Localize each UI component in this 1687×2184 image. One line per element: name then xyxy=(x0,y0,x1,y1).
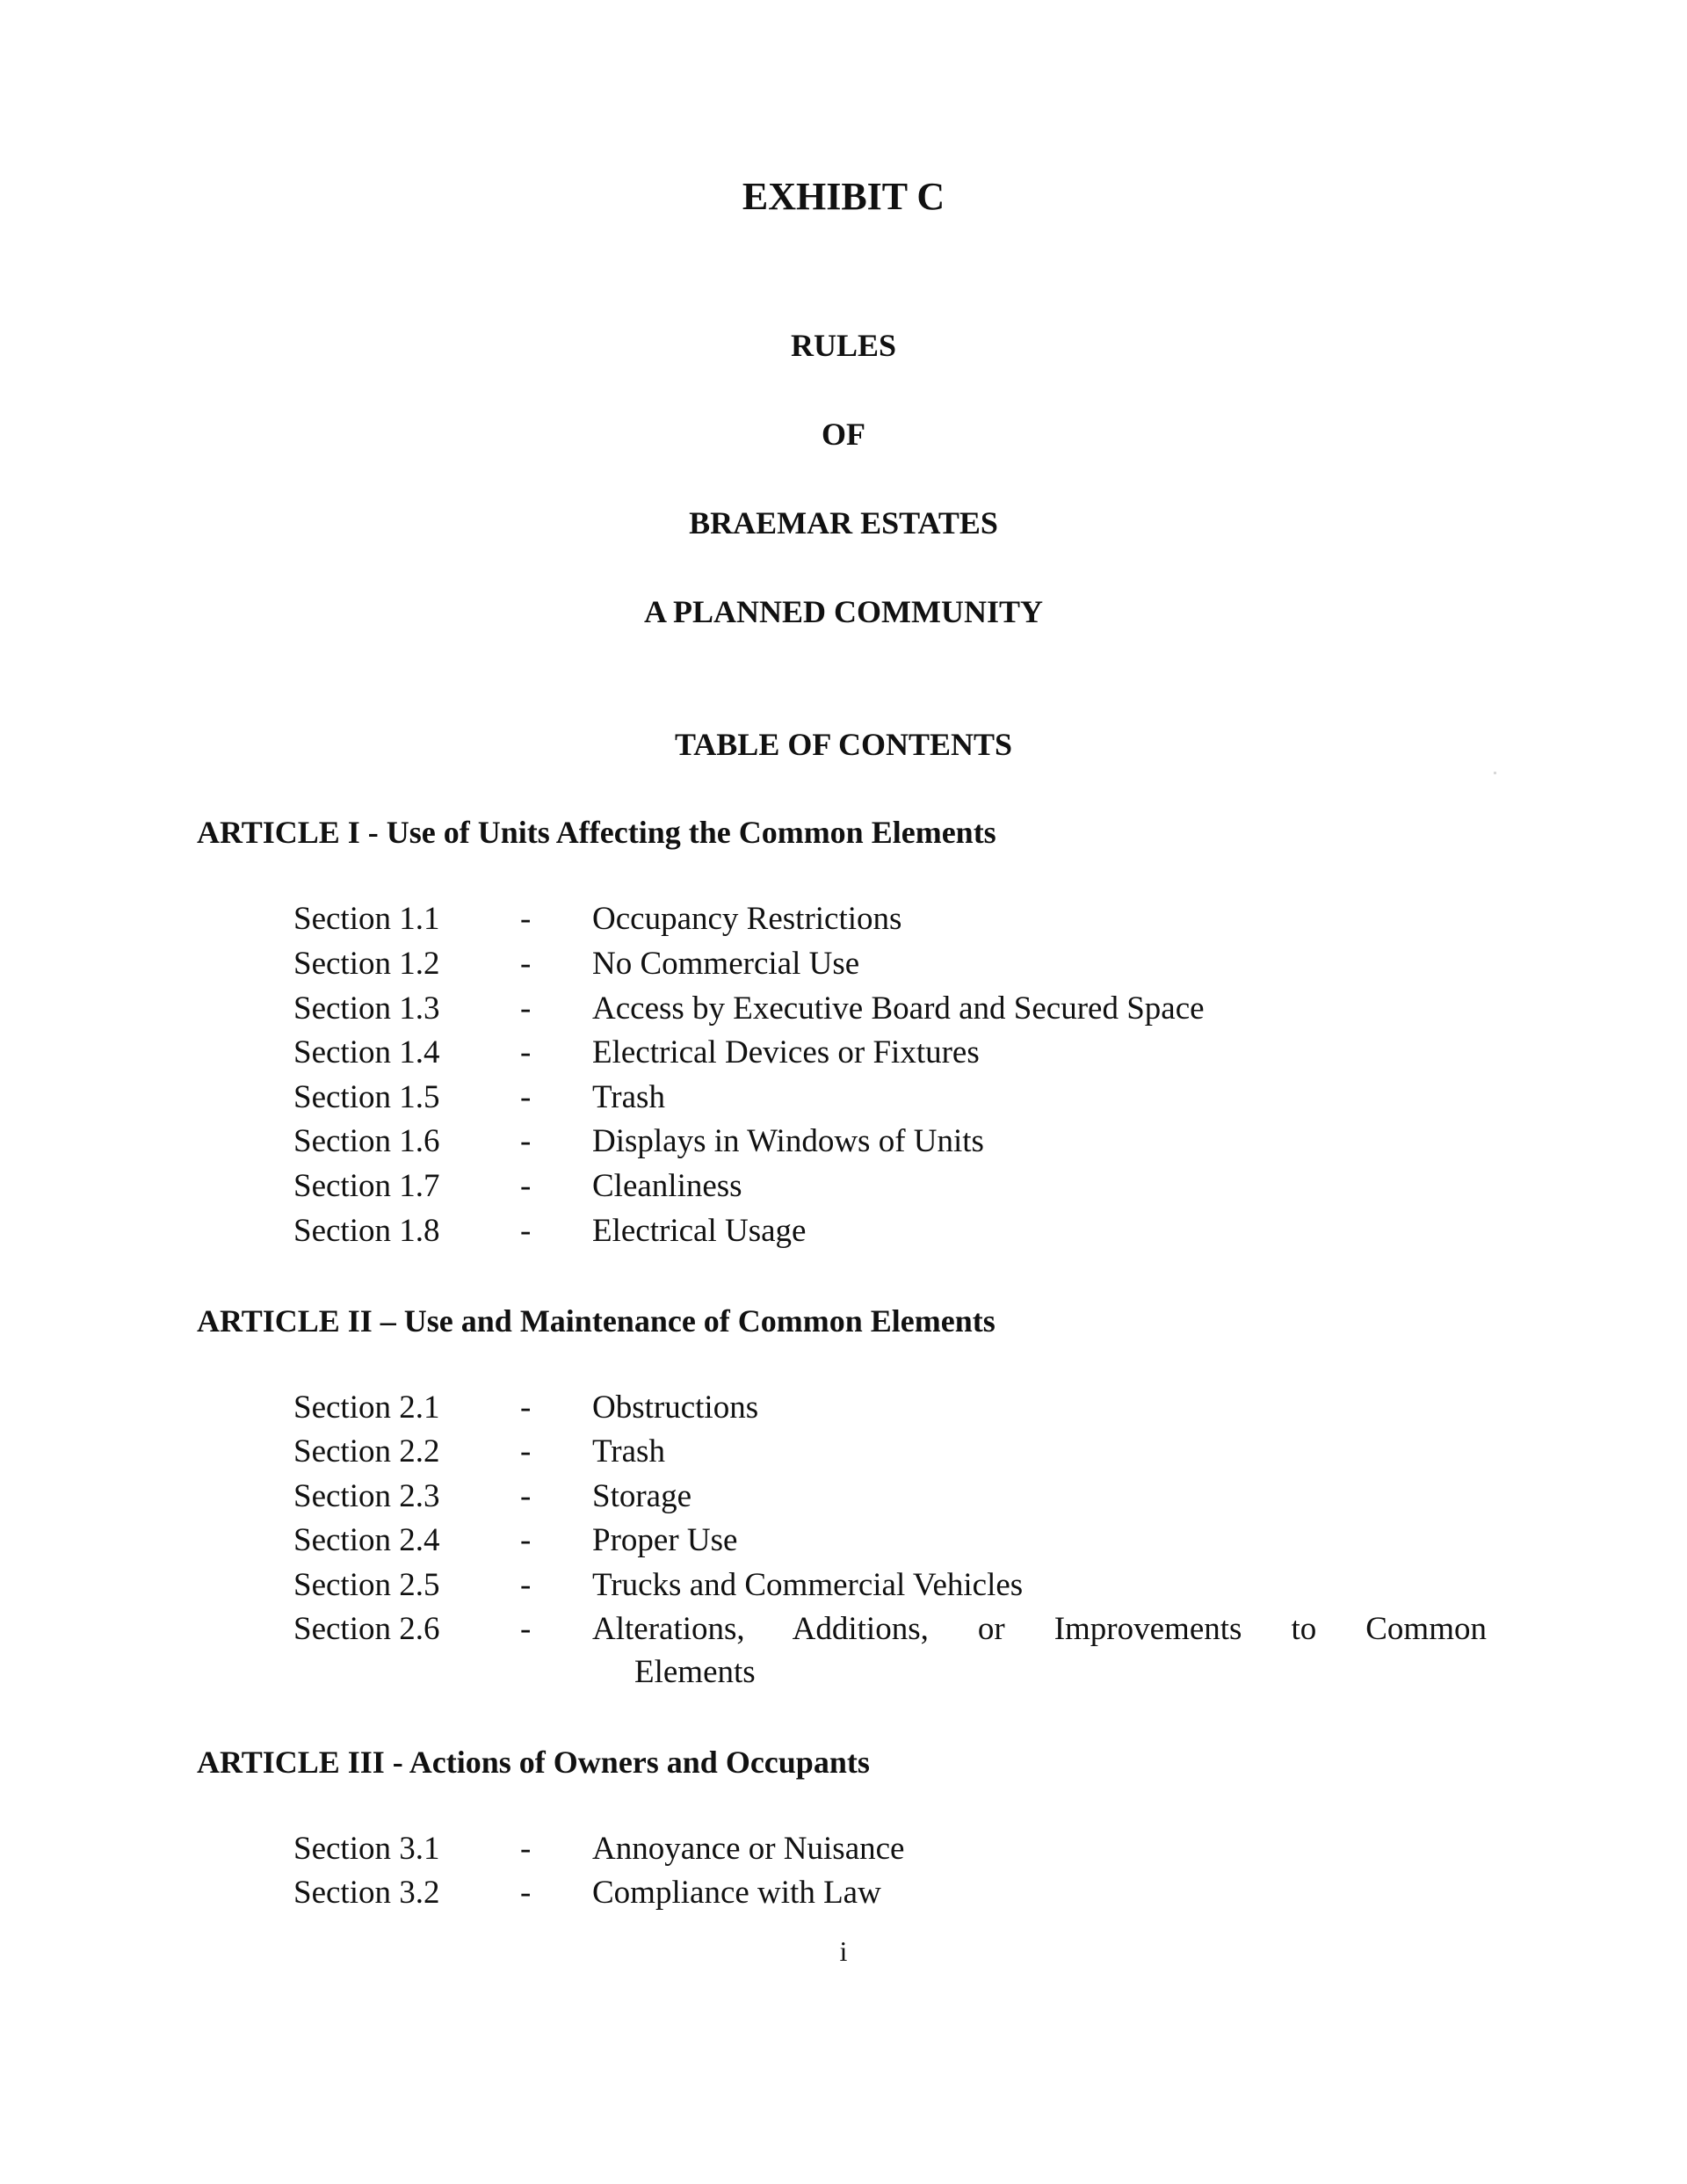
article-2-heading: ARTICLE II – Use and Maintenance of Common Elements xyxy=(197,1303,996,1339)
section-number: Section 1.8 xyxy=(293,1213,440,1249)
separator-dash: - xyxy=(520,1389,532,1426)
separator-dash: - xyxy=(520,1567,532,1603)
toc-heading: TABLE OF CONTENTS xyxy=(674,727,1013,762)
separator-dash: - xyxy=(520,1831,532,1867)
separator-dash: - xyxy=(520,1478,532,1514)
separator-dash: - xyxy=(520,901,532,937)
section-number: Section 2.2 xyxy=(293,1433,440,1469)
section-title: Displays in Windows of Units xyxy=(592,1123,984,1159)
section-number: Section 2.5 xyxy=(293,1567,440,1603)
section-title: Annoyance or Nuisance xyxy=(592,1831,905,1867)
section-title: Compliance with Law xyxy=(592,1875,881,1911)
scan-speck xyxy=(1494,772,1496,774)
title-line-planned-community: A PLANNED COMMUNITY xyxy=(644,594,1043,629)
section-title: Occupancy Restrictions xyxy=(592,901,902,937)
separator-dash: - xyxy=(520,1433,532,1469)
section-title: Electrical Devices or Fixtures xyxy=(592,1034,980,1070)
section-number: Section 3.1 xyxy=(293,1831,440,1867)
section-title: Storage xyxy=(592,1478,692,1514)
article-1-heading: ARTICLE I - Use of Units Affecting the Common Elements xyxy=(197,815,996,850)
section-number: Section 1.7 xyxy=(293,1168,440,1204)
section-number: Section 1.6 xyxy=(293,1123,440,1159)
separator-dash: - xyxy=(520,1522,532,1558)
exhibit-title: EXHIBIT C xyxy=(742,175,945,218)
section-title: Obstructions xyxy=(592,1389,759,1426)
section-number: Section 3.2 xyxy=(293,1875,440,1911)
section-number: Section 2.4 xyxy=(293,1522,440,1558)
section-number: Section 2.6 xyxy=(293,1611,440,1647)
separator-dash: - xyxy=(520,1213,532,1249)
separator-dash: - xyxy=(520,1611,532,1647)
section-title: Access by Executive Board and Secured Space xyxy=(592,990,1205,1027)
section-title: Proper Use xyxy=(592,1522,738,1558)
section-title: Trash xyxy=(592,1433,665,1469)
separator-dash: - xyxy=(520,1168,532,1204)
separator-dash: - xyxy=(520,1875,532,1911)
section-number: Section 1.1 xyxy=(293,901,440,937)
title-line-rules: RULES xyxy=(790,328,897,363)
separator-dash: - xyxy=(520,946,532,982)
section-number: Section 2.3 xyxy=(293,1478,440,1514)
section-title: Trucks and Commercial Vehicles xyxy=(592,1567,1024,1603)
section-title: Trash xyxy=(592,1079,665,1115)
section-number: Section 1.2 xyxy=(293,946,440,982)
section-title-continuation: Elements xyxy=(634,1654,756,1690)
section-title: Electrical Usage xyxy=(592,1213,807,1249)
section-title: No Commercial Use xyxy=(592,946,860,982)
page-number: i xyxy=(839,1935,848,1967)
section-number: Section 1.5 xyxy=(293,1079,440,1115)
separator-dash: - xyxy=(520,1123,532,1159)
title-line-community-name: BRAEMAR ESTATES xyxy=(689,505,998,541)
title-line-of: OF xyxy=(822,417,865,452)
section-number: Section 1.3 xyxy=(293,990,440,1027)
section-title: Cleanliness xyxy=(592,1168,742,1204)
article-3-heading: ARTICLE III - Actions of Owners and Occupants xyxy=(197,1745,870,1780)
separator-dash: - xyxy=(520,990,532,1027)
section-number: Section 1.4 xyxy=(293,1034,440,1070)
separator-dash: - xyxy=(520,1034,532,1070)
separator-dash: - xyxy=(520,1079,532,1115)
section-number: Section 2.1 xyxy=(293,1389,440,1426)
section-title: Alterations, Additions, or Improvements to Common xyxy=(592,1611,1487,1647)
